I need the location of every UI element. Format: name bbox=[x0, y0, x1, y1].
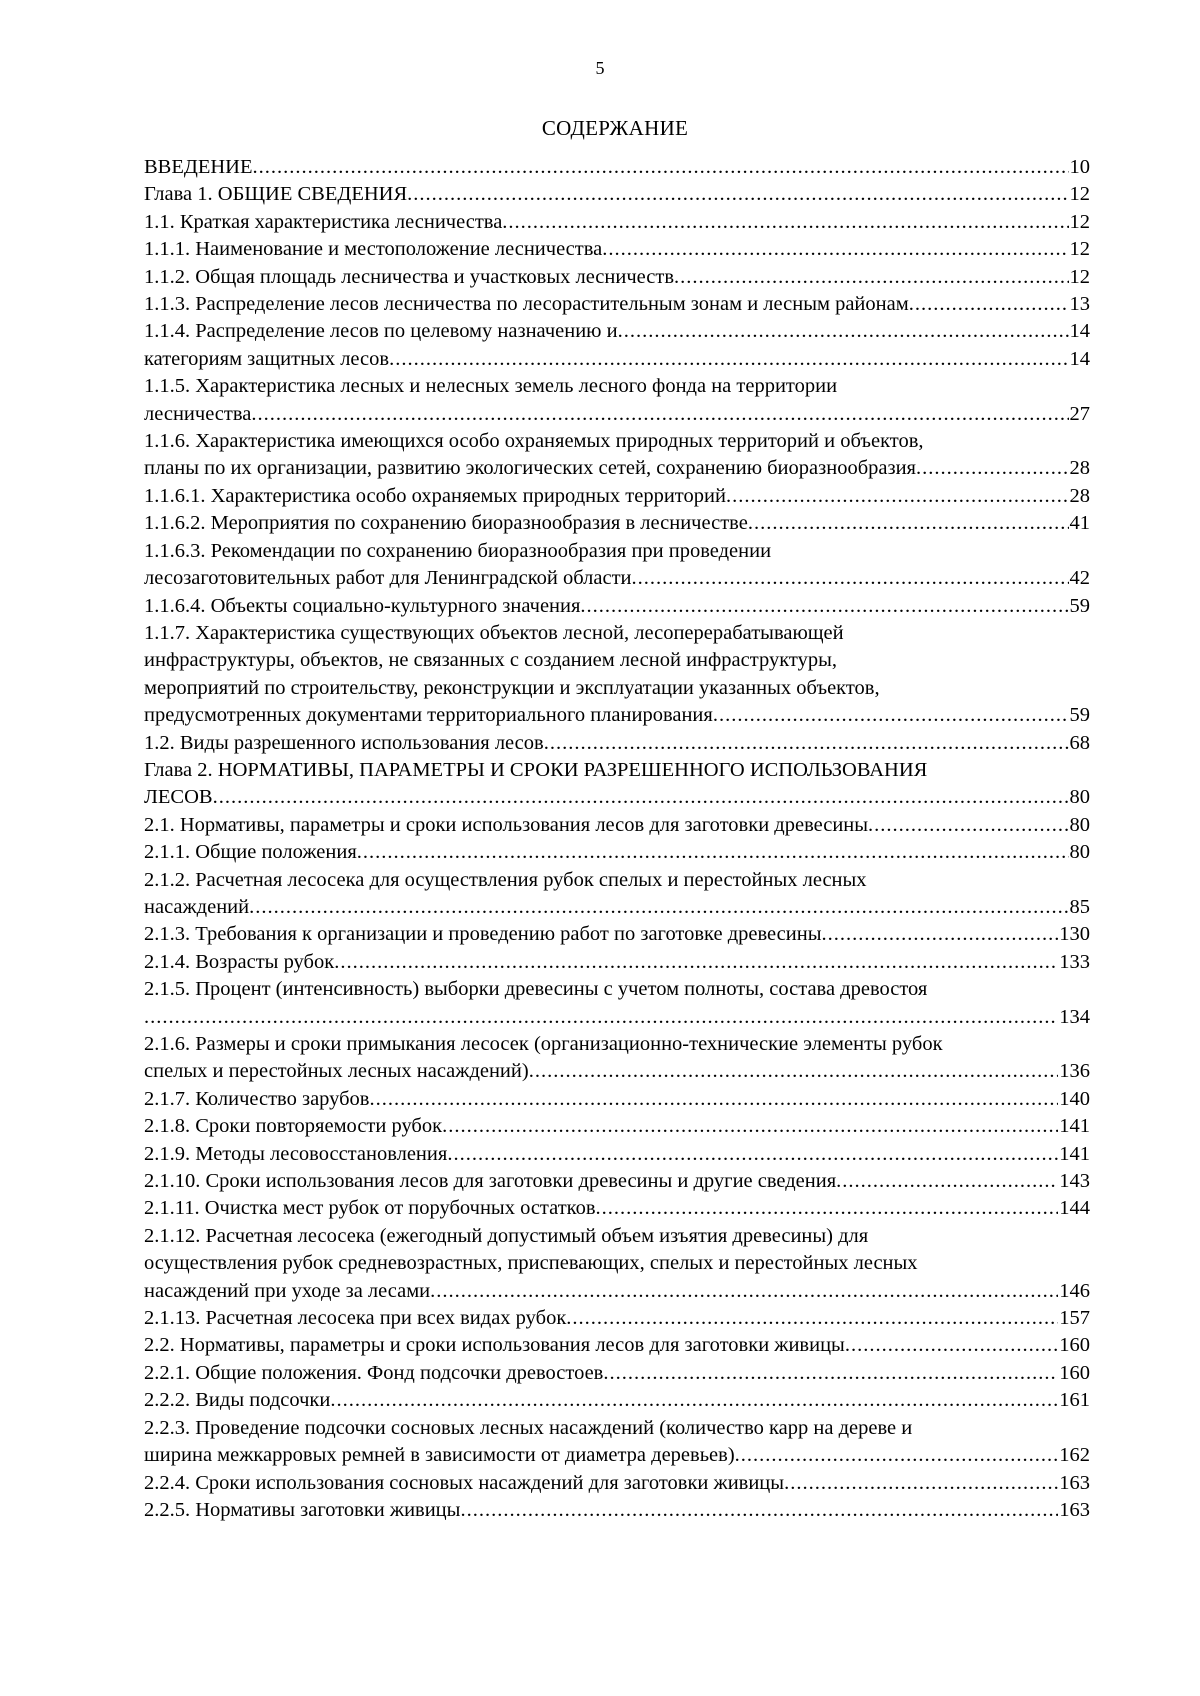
toc-entry[interactable] bbox=[144, 620, 1090, 730]
toc-entry-text: инфраструктуры, объектов, не связанных с созданием лесной инфраструктуры, bbox=[144, 649, 837, 672]
toc-entry[interactable] bbox=[144, 538, 1090, 593]
toc-page-number: 28 bbox=[1069, 457, 1090, 480]
toc-entry[interactable] bbox=[144, 1195, 1090, 1222]
dot-leader bbox=[580, 593, 1068, 620]
dot-leader bbox=[726, 483, 1069, 510]
toc-entry-text: осуществления рубок средневозрастных, приспевающих, спелых и перестойных лесных bbox=[144, 1252, 918, 1275]
dot-leader bbox=[784, 1470, 1058, 1497]
toc-page-number: 14 bbox=[1069, 320, 1090, 343]
toc-entry[interactable] bbox=[144, 730, 1090, 757]
toc-entry[interactable] bbox=[144, 1387, 1090, 1414]
page-number: 5 bbox=[595, 58, 605, 78]
toc-entry[interactable] bbox=[144, 510, 1090, 537]
toc-page-number: 14 bbox=[1069, 347, 1090, 370]
dot-leader bbox=[442, 1113, 1058, 1140]
toc-page-number: 10 bbox=[1069, 156, 1090, 178]
toc-page-number: 59 bbox=[1069, 594, 1090, 617]
dot-leader bbox=[144, 1004, 1058, 1031]
toc-entry[interactable] bbox=[144, 1223, 1090, 1305]
toc-page-number: 59 bbox=[1069, 704, 1090, 727]
toc-page-number: 133 bbox=[1059, 950, 1090, 973]
toc-entry-text: 2.1.7. Количество зарубов bbox=[144, 1087, 370, 1110]
toc-page-number: 12 bbox=[1069, 265, 1090, 288]
toc-entry-text: 2.1.13. Расчетная лесосека при всех видах рубок bbox=[144, 1307, 567, 1330]
dot-leader bbox=[845, 1332, 1058, 1359]
toc-entry-text: 2.1.11. Очистка мест рубок от порубочных остатков bbox=[144, 1197, 596, 1220]
toc-entry-text: 2.1.4. Возрасты рубок bbox=[144, 950, 335, 973]
toc-entry-text: 2.2.5. Нормативы заготовки живицы bbox=[144, 1498, 461, 1521]
toc-entry[interactable] bbox=[144, 1305, 1090, 1332]
toc-entry-text: категориям защитных лесов bbox=[144, 347, 390, 370]
dot-leader bbox=[868, 812, 1068, 839]
toc-entry-text: 2.1.8. Сроки повторяемости рубок bbox=[144, 1115, 443, 1138]
toc-page-number: 141 bbox=[1059, 1142, 1090, 1165]
toc-entry[interactable] bbox=[144, 483, 1090, 510]
toc-entry[interactable] bbox=[144, 949, 1090, 976]
dot-leader bbox=[618, 318, 1069, 345]
table-of-contents bbox=[144, 154, 1090, 1524]
dot-leader bbox=[821, 921, 1058, 948]
toc-entry-text: 2.1.6. Размеры и сроки примыкания лесосек (организационно-технические элементы рубок bbox=[144, 1033, 943, 1055]
toc-page-number: 140 bbox=[1059, 1087, 1090, 1110]
toc-entry[interactable] bbox=[144, 154, 1090, 181]
toc-entry-text: 1.1.1. Наименование и местоположение лесничества bbox=[144, 238, 603, 261]
toc-entry-text: 1.1.5. Характеристика лесных и нелесных земель лесного фонда на территории bbox=[144, 375, 838, 398]
toc-entry[interactable] bbox=[144, 757, 1090, 812]
toc-entry-text: 2.1. Нормативы, параметры и сроки использования лесов для заготовки древесины bbox=[144, 813, 869, 836]
dot-leader bbox=[334, 949, 1058, 976]
toc-page-number: 136 bbox=[1059, 1060, 1090, 1083]
dot-leader bbox=[447, 1141, 1058, 1168]
toc-page-number: 163 bbox=[1059, 1471, 1090, 1494]
toc-page-number: 160 bbox=[1059, 1361, 1090, 1384]
toc-page-number: 42 bbox=[1069, 567, 1090, 590]
dot-leader bbox=[430, 1278, 1058, 1305]
toc-entry-text: планы по их организации, развитию экологических сетей, сохранению биоразнообразия bbox=[144, 457, 916, 480]
dot-leader bbox=[529, 1058, 1059, 1085]
toc-entry[interactable] bbox=[144, 593, 1090, 620]
dot-leader bbox=[909, 291, 1069, 318]
toc-entry[interactable] bbox=[144, 812, 1090, 839]
toc-page-number: 134 bbox=[1059, 1005, 1090, 1028]
toc-page-number: 162 bbox=[1059, 1444, 1090, 1467]
toc-entry-text: Глава 2. НОРМАТИВЫ, ПАРАМЕТРЫ И СРОКИ РАЗРЕШЕННОГО ИСПОЛЬЗОВАНИЯ bbox=[144, 758, 928, 781]
dot-leader bbox=[213, 784, 1069, 811]
dot-leader bbox=[407, 181, 1068, 208]
toc-page-number: 146 bbox=[1059, 1279, 1090, 1302]
toc-entry-text: насаждений bbox=[144, 895, 250, 918]
toc-entry-text: ширина межкарровых ремней в зависимости от диаметра деревьев) bbox=[144, 1444, 735, 1467]
toc-page-number: 80 bbox=[1069, 786, 1090, 809]
toc-entry[interactable] bbox=[144, 209, 1090, 236]
toc-page-number: 28 bbox=[1069, 484, 1090, 507]
dot-leader bbox=[253, 154, 1069, 181]
toc-title: СОДЕРЖАНИЕ bbox=[541, 116, 689, 140]
toc-page-number: 143 bbox=[1059, 1170, 1090, 1193]
toc-entry-text: 1.1.6.2. Мероприятия по сохранению биоразнообразия в лесничестве bbox=[144, 512, 748, 535]
toc-entry-text: 1.2. Виды разрешенного использования лесов bbox=[144, 731, 544, 754]
toc-entry-text: 1.1.6. Характеристика имеющихся особо охраняемых природных территорий и объектов, bbox=[144, 430, 924, 453]
toc-entry-text: предусмотренных документами территориального планирования bbox=[144, 704, 713, 727]
toc-page-number: 130 bbox=[1059, 923, 1090, 946]
toc-entry-text: 2.1.1. Общие положения bbox=[144, 841, 357, 864]
toc-entry[interactable] bbox=[144, 291, 1090, 318]
toc-entry-text: 1.1.4. Распределение лесов по целевому назначению и bbox=[144, 320, 618, 343]
toc-entry-text: мероприятий по строительству, реконструкции и эксплуатации указанных объектов, bbox=[144, 676, 880, 699]
dot-leader bbox=[389, 346, 1068, 373]
toc-page-number: 80 bbox=[1069, 813, 1090, 836]
toc-entry-text: 1.1.6.3. Рекомендации по сохранению биоразнообразия при проведении bbox=[144, 539, 772, 562]
dot-leader bbox=[502, 209, 1068, 236]
toc-entry-text: 2.2.3. Проведение подсочки сосновых лесных насаждений (количество карр на дереве и bbox=[144, 1416, 913, 1439]
toc-page-number: 27 bbox=[1069, 402, 1090, 425]
toc-entry[interactable] bbox=[144, 181, 1090, 208]
dot-leader bbox=[251, 401, 1068, 428]
dot-leader bbox=[748, 510, 1069, 537]
toc-entry[interactable] bbox=[144, 236, 1090, 263]
toc-entry-text: 1.1.3. Распределение лесов лесничества по лесорастительным зонам и лесным районам bbox=[144, 293, 909, 316]
toc-page-number: 68 bbox=[1069, 731, 1090, 754]
dot-leader bbox=[544, 730, 1069, 757]
toc-entry[interactable] bbox=[144, 1332, 1090, 1359]
toc-entry-text: 2.2.1. Общие положения. Фонд подсочки древостоев bbox=[144, 1361, 604, 1384]
toc-page-number: 13 bbox=[1069, 293, 1090, 316]
toc-page-number: 163 bbox=[1059, 1498, 1090, 1521]
toc-page-number: 12 bbox=[1069, 210, 1090, 233]
toc-page-number: 141 bbox=[1059, 1115, 1090, 1138]
dot-leader bbox=[836, 1168, 1058, 1195]
toc-entry-text: 1.1.6.4. Объекты социально-культурного значения bbox=[144, 594, 581, 617]
toc-entry[interactable] bbox=[144, 976, 1090, 1031]
dot-leader bbox=[370, 1086, 1059, 1113]
dot-leader bbox=[596, 1195, 1059, 1222]
dot-leader bbox=[735, 1442, 1059, 1469]
dot-leader bbox=[566, 1305, 1058, 1332]
toc-entry-text: насаждений при уходе за лесами bbox=[144, 1279, 431, 1302]
toc-entry[interactable] bbox=[144, 1031, 1090, 1086]
toc-entry[interactable] bbox=[144, 867, 1090, 922]
toc-page-number: 157 bbox=[1059, 1307, 1090, 1330]
dot-leader bbox=[713, 702, 1069, 729]
toc-entry-text: 2.2.2. Виды подсочки bbox=[144, 1389, 331, 1412]
toc-entry[interactable] bbox=[144, 1086, 1090, 1113]
toc-entry[interactable] bbox=[144, 373, 1090, 428]
toc-entry-text: 2.1.10. Сроки использования лесов для заготовки древесины и другие сведения bbox=[144, 1170, 837, 1193]
toc-entry-text: 1.1. Краткая характеристика лесничества bbox=[144, 210, 503, 233]
toc-entry-text: 2.1.9. Методы лесовосстановления bbox=[144, 1142, 448, 1165]
toc-entry[interactable] bbox=[144, 1141, 1090, 1168]
toc-entry-text: 2.1.12. Расчетная лесосека (ежегодный допустимый объем изъятия древесины) для bbox=[144, 1224, 869, 1247]
dot-leader bbox=[674, 264, 1069, 291]
toc-entry[interactable] bbox=[144, 428, 1090, 483]
dot-leader bbox=[632, 565, 1069, 592]
dot-leader bbox=[603, 1360, 1058, 1387]
toc-entry-text: 1.1.7. Характеристика существующих объектов лесной, лесоперерабатывающей bbox=[144, 621, 844, 644]
toc-entry[interactable] bbox=[144, 264, 1090, 291]
toc-page-number: 80 bbox=[1069, 841, 1090, 864]
dot-leader bbox=[330, 1387, 1058, 1414]
toc-entry-text: Глава 1. ОБЩИЕ СВЕДЕНИЯ bbox=[144, 183, 408, 206]
toc-entry-text: спелых и перестойных лесных насаждений) bbox=[144, 1060, 529, 1083]
dot-leader bbox=[249, 894, 1068, 921]
toc-entry[interactable] bbox=[144, 318, 1090, 345]
toc-entry[interactable] bbox=[144, 1360, 1090, 1387]
dot-leader bbox=[460, 1497, 1058, 1524]
toc-entry-text: 2.2. Нормативы, параметры и сроки использования лесов для заготовки живицы bbox=[144, 1334, 845, 1357]
toc-page-number: 12 bbox=[1069, 183, 1090, 206]
toc-entry-text: 1.1.6.1. Характеристика особо охраняемых природных территорий bbox=[144, 484, 726, 507]
toc-entry[interactable] bbox=[144, 1168, 1090, 1195]
toc-entry[interactable] bbox=[144, 346, 1090, 373]
toc-page-number: 12 bbox=[1069, 238, 1090, 261]
dot-leader bbox=[357, 839, 1069, 866]
toc-entry[interactable] bbox=[144, 839, 1090, 866]
toc-entry-text: 2.2.4. Сроки использования сосновых насаждений для заготовки живицы bbox=[144, 1471, 785, 1494]
toc-entry[interactable] bbox=[144, 1497, 1090, 1524]
toc-entry-text: 2.1.3. Требования к организации и проведению работ по заготовке древесины bbox=[144, 923, 822, 946]
toc-entry-text: 2.1.2. Расчетная лесосека для осуществления рубок спелых и перестойных лесных bbox=[144, 868, 867, 891]
toc-entry-text: 2.1.5. Процент (интенсивность) выборки древесины с учетом полноты, состава древостоя bbox=[144, 978, 928, 1001]
toc-entry[interactable] bbox=[144, 1470, 1090, 1497]
toc-entry-text: лесничества bbox=[144, 402, 252, 425]
toc-page-number: 161 bbox=[1059, 1389, 1090, 1412]
dot-leader bbox=[602, 236, 1068, 263]
toc-entry[interactable] bbox=[144, 921, 1090, 948]
toc-entry[interactable] bbox=[144, 1113, 1090, 1140]
toc-page-number: 160 bbox=[1059, 1334, 1090, 1357]
toc-entry-text: ЛЕСОВ bbox=[144, 786, 213, 809]
toc-entry-text: лесозаготовительных работ для Ленинградской области bbox=[144, 567, 632, 590]
toc-page-number: 41 bbox=[1069, 512, 1090, 535]
toc-page-number: 85 bbox=[1069, 895, 1090, 918]
toc-page-number: 144 bbox=[1059, 1197, 1090, 1220]
toc-entry-text: 1.1.2. Общая площадь лесничества и участковых лесничеств bbox=[144, 265, 674, 288]
dot-leader bbox=[916, 455, 1069, 482]
toc-entry-text: ВВЕДЕНИЕ bbox=[144, 156, 253, 178]
toc-entry[interactable] bbox=[144, 1415, 1090, 1470]
